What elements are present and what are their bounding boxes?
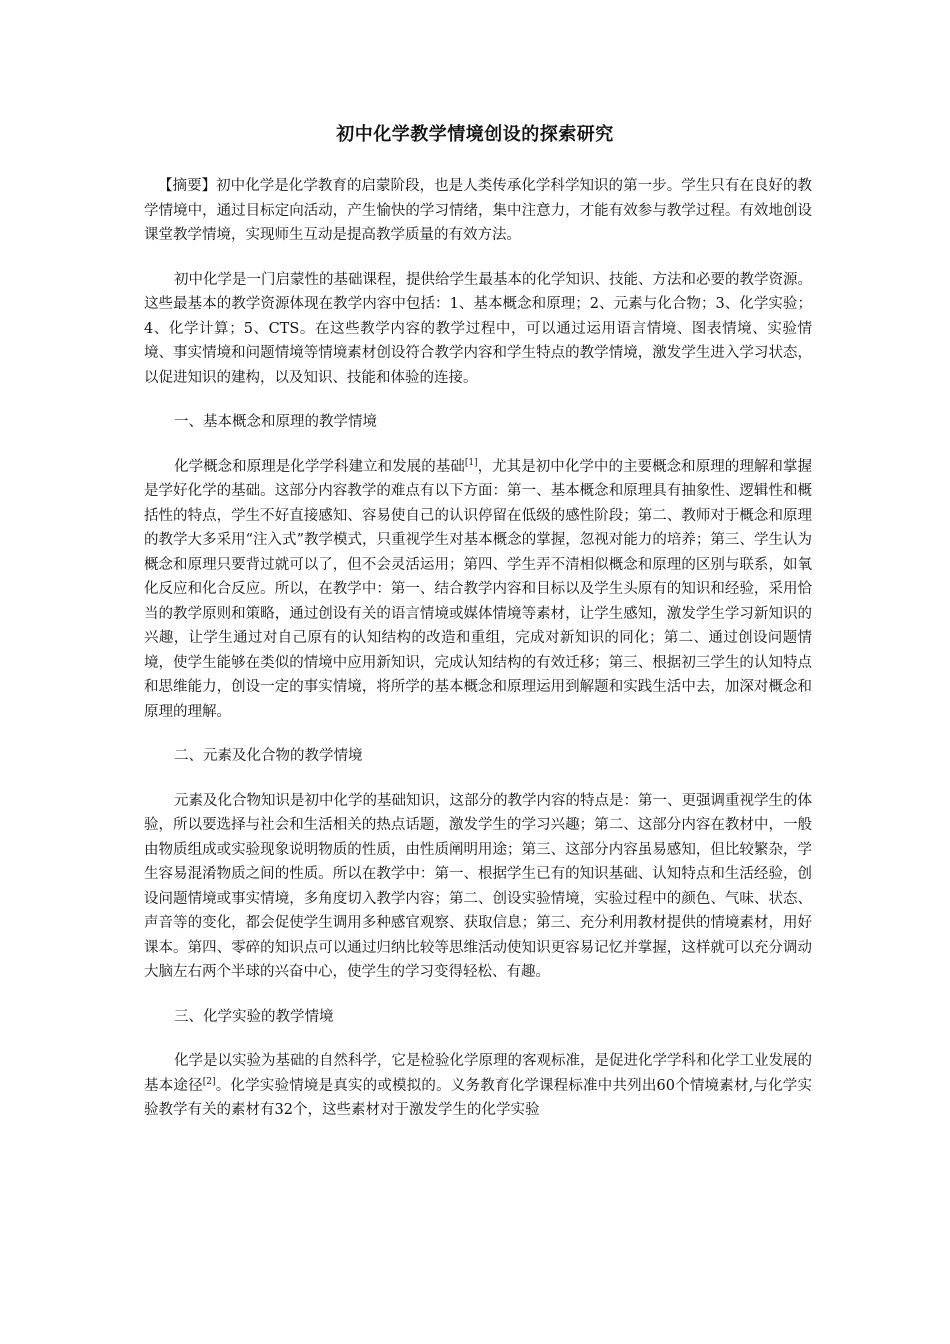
section-heading-3: 三、化学实验的教学情境 (174, 1008, 334, 1025)
abstract-paragraph: 【摘要】初中化学是化学教育的启蒙阶段，也是人类传承化学科学知识的第一步。学生只有在良好的教学情境中，通过目标定向活动，产生愉快的学习情绪，集中注意力，才能有效参与教学过程。有效地创设课堂教学情境，实现师生互动是提高教学质量的有效方法。 (144, 178, 812, 243)
citation-ref-2: [2] (202, 1076, 216, 1087)
page-title: 初中化学教学情境创设的探索研究 (336, 124, 614, 145)
section-heading-2: 二、元素及化合物的教学情境 (174, 748, 363, 764)
section-3-paragraph (144, 1049, 812, 1123)
section-1-paragraph (144, 455, 812, 725)
section-heading-1: 一、基本概念和原理的教学情境 (174, 414, 377, 430)
section-3-text-part2: 。化学实验情境是真实的或模拟的。义务教育化学课程标准中共列出60个情境素材,与化学实验教学有关的素材有32个，这些素材对于激发学生的化学实验 (144, 1077, 813, 1118)
section-1-text-part1: 化学概念和原理是化学学科建立和发展的基础 (174, 458, 465, 475)
citation-ref-1: [1] (464, 457, 478, 468)
section-2-paragraph: 元素及化合物知识是初中化学的基础知识，这部分的教学内容的特点是：第一、更强调重视学生的体验，所以要选择与社会和生活相关的热点话题，激发学生的学习兴趣；第二、这部分内容在教材中，一般由物质组成或实验现象说明物质的性质，由性质阐明用途；第三、这部分内容虽易感知，但比较繁杂，学生容易混淆物质之间的性质。所以在教学中：第一、根据学生已有的知识基础、认知特点和生活经验，创设问题情境或事实情境，多角度切入教学内容；第二、创设实验情境，实验过程中的颜色、气味、状态、声音等的变化，都会促使学生调用多种感官观察、获取信息；第三、充分利用教材提供的情境素材，用好课本。第四、零碎的知识点可以通过归纳比较等思维活动使知识更容易记忆并掌握，这样就可以充分调动大脑左右两个半球的兴奋中心，使学生的学习变得轻松、有趣。 (144, 792, 812, 980)
document-body (144, 174, 812, 1143)
section-3-text-part1: 化学是以实验为基础的自然科学，它是检验化学原理的客观标准，是促进化学学科和化学工业发展的基本途径 (144, 1053, 812, 1094)
section-1-text-part2: ，尤其是初中化学中的主要概念和原理的理解和掌握是学好化学的基础。这部分内容教学的难点有以下方面：第一、基本概念和原理具有抽象性、逻辑性和概括性的特点，学生不好直接感知、容易使自己的认识停留在低级的感性阶段；第二、教师对于概念和原理的教学大多采用“注入式”教学模式，只重视学生对基本概念的掌握，忽视对能力的培养；第三、学生认为概念和原理只要背过就可以了，但不会灵活运用；第四、学生弄不清相似概念和原理的区别与联系，如氧化反应和化合反应。所以，在教学中：第一、结合教学内容和目标以及学生头原有的知识和经验，采用恰当的教学原则和策略，通过创设有关的语言情境或媒体情境等素材，让学生感知，激发学生学习新知识的兴趣，让学生通过对自己原有的认知结构的改造和重组，完成对新知识的同化；第二、通过创设问题情境，使学生能够在类似的情境中应用新知识，完成认知结构的有效迁移；第三、根据初三学生的认知特点和思维能力，创设一定的事实情境，将所学的基本概念和原理运用到解题和实践生活中去，加深对概念和原理的理解。 (144, 458, 812, 720)
intro-paragraph: 初中化学是一门启蒙性的基础课程，提供给学生最基本的化学知识、技能、方法和必要的教学资源。这些最基本的教学资源体现在教学内容中包括：1、基本概念和原理；2、元素与化合物；3、化学实验；4、化学计算；5、CTS。在这些教学内容的教学过程中，可以通过运用语言情境、图表情境、实验情境、事实情境和问题情境等情境素材创设符合教学内容和学生特点的教学情境，激发学生进入学习状态，以促进知识的建构，以及知识、技能和体验的连接。 (144, 271, 812, 386)
